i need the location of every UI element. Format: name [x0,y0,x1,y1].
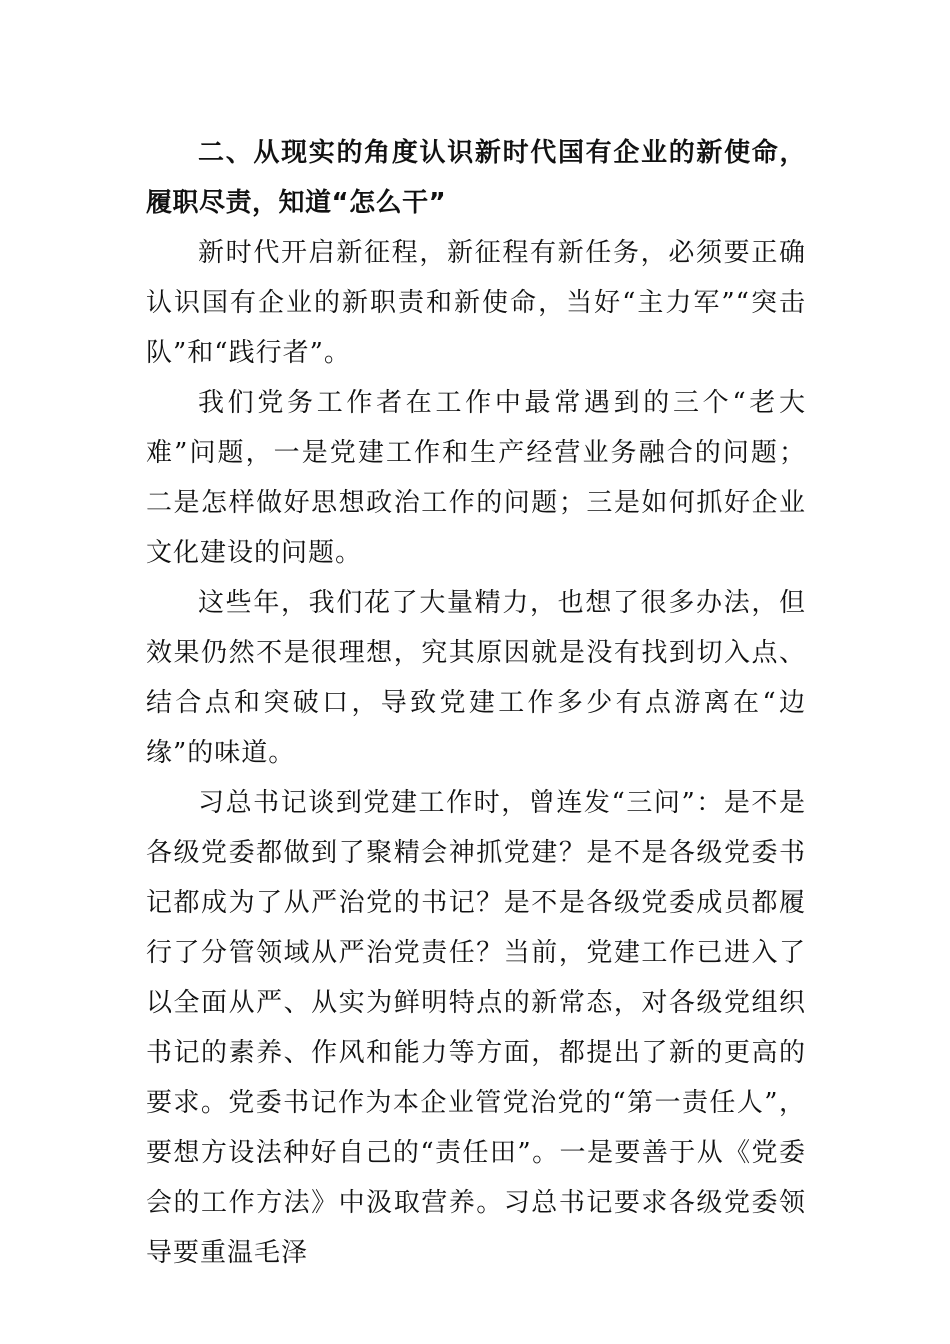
paragraph-new-mission: 新时代开启新征程，新征程有新任务，必须要正确认识国有企业的新职责和新使命，当好“主力军”“突击队”和“践行者”。 [146,238,806,368]
paragraph-three-questions: 习总书记谈到党建工作时，曾连发“三问”：是不是各级党委都做到了聚精会神抓党建？是不是各级党委书记都成为了从严治党的书记？是不是各级党委成员都履行了分管领域从严治党责任？当前，党建工作已进入了以全面从严、从实为鲜明特点的新常态，对各级党组织书记的素养、作风和能力等方面，都提出了新的更高的要求。党委书记作为本企业管党治党的“第一责任人”，要想方设法种好自己的“责任田”。一是要善于从《党委会的工作方法》中汲取营养。习总书记要求各级党委领导要重温毛泽 [146,788,806,1268]
paragraph-three-problems: 我们党务工作者在工作中最常遇到的三个“老大难”问题，一是党建工作和生产经营业务融合的问题；二是怎样做好思想政治工作的问题；三是如何抓好企业文化建设的问题。 [146,388,806,568]
document-body [146,128,806,1278]
section-heading: 二、从现实的角度认识新时代国有企业的新使命，履职尽责，知道“怎么干” [146,138,806,218]
paragraph-effects: 这些年，我们花了大量精力，也想了很多办法，但效果仍然不是很理想，究其原因就是没有找到切入点、结合点和突破口，导致党建工作多少有点游离在“边缘”的味道。 [146,588,806,768]
